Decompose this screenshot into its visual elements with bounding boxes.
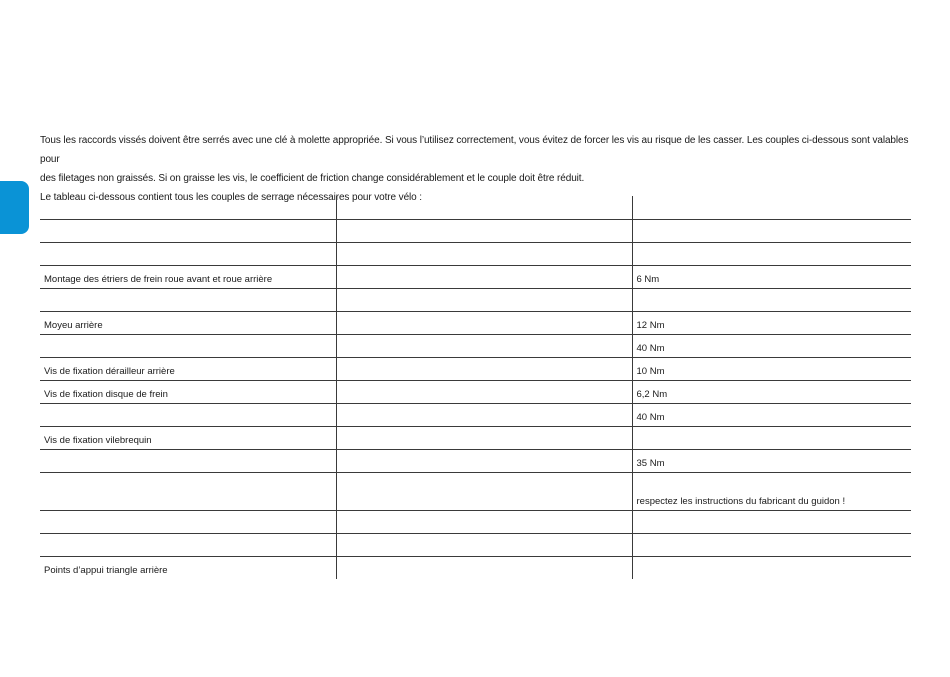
torque-cell xyxy=(632,511,911,534)
table-row xyxy=(40,266,911,289)
component-cell xyxy=(40,511,336,534)
torque-cell: 10 Nm xyxy=(632,358,911,381)
table-row xyxy=(40,534,911,557)
spec-cell xyxy=(336,289,632,312)
table-row xyxy=(40,381,911,404)
spec-cell xyxy=(336,243,632,266)
torque-cell: 35 Nm xyxy=(632,450,911,473)
component-cell: Points d’appui triangle arrière xyxy=(44,565,168,576)
spec-cell xyxy=(336,312,632,335)
section-tab-marker xyxy=(0,181,29,234)
torque-cell: 12 Nm xyxy=(632,312,911,335)
table-row xyxy=(40,557,911,580)
table-row xyxy=(40,450,911,473)
table-row xyxy=(40,473,911,511)
torque-cell xyxy=(632,220,911,243)
spec-cell xyxy=(336,381,632,404)
table-row xyxy=(40,511,911,534)
table-row xyxy=(40,312,911,335)
intro-paragraph-line-3: Le tableau ci-dessous contient tous les couples de serrage nécessaires pour votre vélo : xyxy=(40,192,422,203)
table-row xyxy=(40,358,911,381)
table-row xyxy=(40,404,911,427)
intro-paragraph-line-2: des filetages non graissés. Si on graisse les vis, le coefficient de friction change considérablement et le couple doit être réduit. xyxy=(40,173,585,184)
component-cell: Vis de fixation vilebrequin xyxy=(40,427,336,450)
spec-cell xyxy=(336,557,632,580)
torque-cell: respectez les instructions du fabricant du guidon ! xyxy=(632,473,911,511)
torque-cell: 6,2 Nm xyxy=(632,381,911,404)
spec-cell xyxy=(336,358,632,381)
spec-cell xyxy=(336,266,632,289)
torque-cell xyxy=(632,196,911,220)
component-cell: Vis de fixation disque de frein xyxy=(40,381,336,404)
spec-cell xyxy=(336,220,632,243)
component-cell xyxy=(40,289,336,312)
table-row xyxy=(40,243,911,266)
torque-cell xyxy=(632,243,911,266)
spec-cell xyxy=(336,335,632,358)
spec-cell xyxy=(336,534,632,557)
torque-cell: 40 Nm xyxy=(632,404,911,427)
spec-cell xyxy=(336,404,632,427)
table-row xyxy=(40,289,911,312)
component-cell: Montage des étriers de frein roue avant et roue arrière xyxy=(40,266,336,289)
table-row xyxy=(40,335,911,358)
table-row xyxy=(40,427,911,450)
spec-cell xyxy=(336,196,632,220)
intro-paragraph-line-1: Tous les raccords vissés doivent être serrés avec une clé à molette appropriée. Si vous l’utilisez correctement, vous évitez de forcer les vis au risque de les casser. Les couples ci-dessous sont valables pour xyxy=(40,135,909,165)
component-cell xyxy=(40,473,336,511)
component-cell: Moyeu arrière xyxy=(40,312,336,335)
table-row xyxy=(40,196,911,220)
spec-cell xyxy=(336,473,632,511)
spec-cell xyxy=(336,450,632,473)
component-cell xyxy=(40,450,336,473)
torque-cell xyxy=(632,289,911,312)
torque-cell xyxy=(632,557,911,580)
component-cell xyxy=(40,335,336,358)
component-cell xyxy=(40,404,336,427)
torque-cell: 40 Nm xyxy=(632,335,911,358)
component-cell xyxy=(40,196,336,220)
spec-cell xyxy=(336,427,632,450)
torque-cell xyxy=(632,534,911,557)
component-cell: Vis de fixation dérailleur arrière xyxy=(40,358,336,381)
component-cell xyxy=(40,243,336,266)
torque-cell: 6 Nm xyxy=(632,266,911,289)
component-cell xyxy=(40,534,336,557)
torque-cell xyxy=(632,427,911,450)
component-cell xyxy=(40,220,336,243)
spec-cell xyxy=(336,511,632,534)
torque-table xyxy=(40,196,911,579)
table-row xyxy=(40,220,911,243)
